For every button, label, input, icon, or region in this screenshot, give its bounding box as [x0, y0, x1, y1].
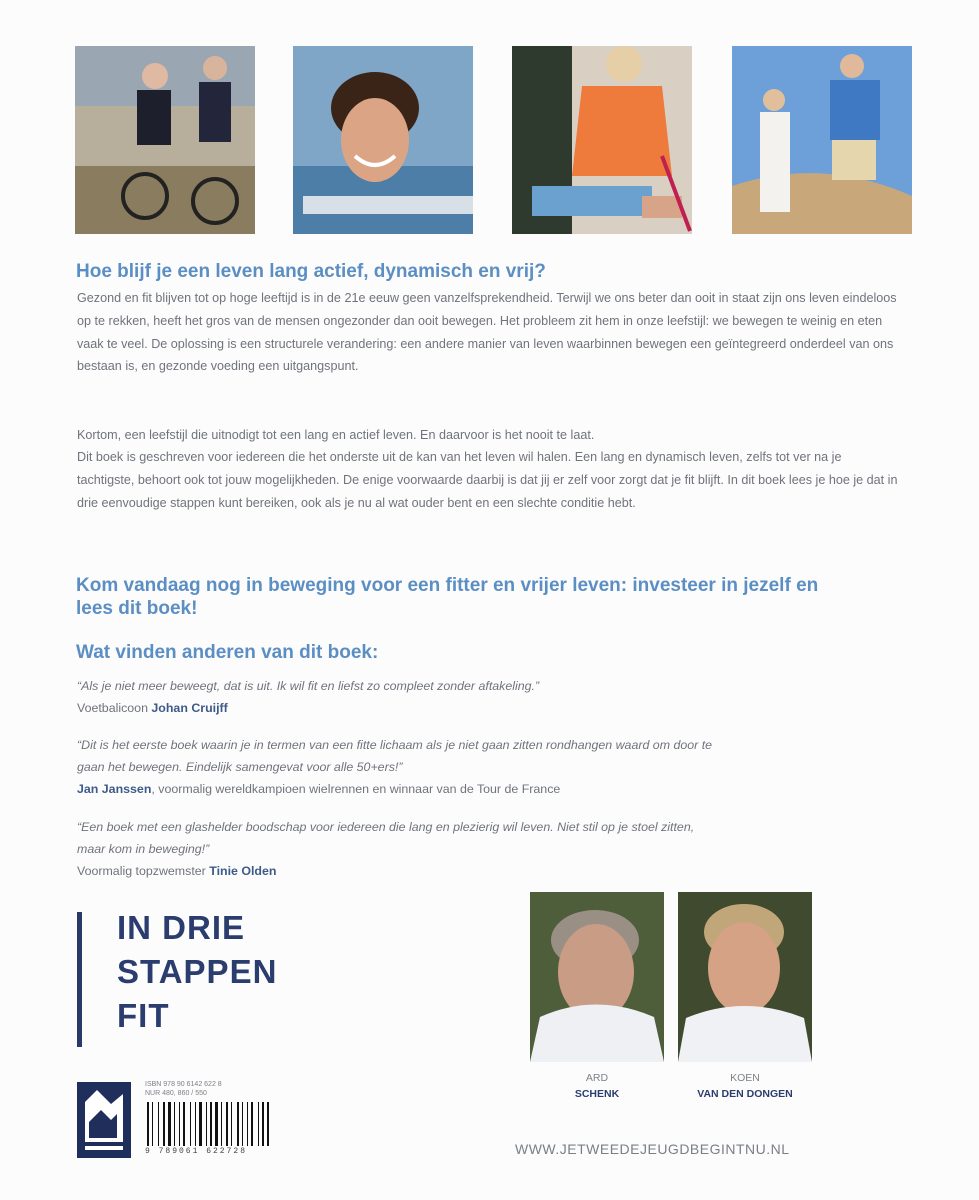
photo-swimmer — [293, 46, 473, 234]
book-title-line-2: STAPPEN — [117, 953, 278, 990]
title-accent-bar — [77, 912, 82, 1047]
barcode — [145, 1102, 300, 1146]
isbn-line: ISBN 978 90 6142 622 8 — [145, 1081, 222, 1088]
barcode-number: 9 789061 622728 — [145, 1147, 248, 1156]
review-quote: “Als je niet meer beweegt, dat is uit. Ik wil fit en liefst zo compleet zonder aftakeling.” — [77, 679, 540, 693]
review-quote: “Een boek met een glashelder boodschap voor iedereen die lang en plezierig wil leven. Niet stil op je stoel zitten, maar kom in beweging!” — [77, 820, 695, 856]
publisher-logo — [77, 1082, 131, 1158]
author-photo-1 — [530, 892, 664, 1062]
review-author-line — [77, 860, 717, 882]
review-author-line — [77, 778, 717, 800]
review-3 — [77, 816, 717, 882]
photo-cyclists — [75, 46, 255, 234]
intro-paragraph-3: Dit boek is geschreven voor iedereen die het onderste uit de kan van het leven wil halen. Een lang en dynamisch leven, zelfs tot ver na je tachtigste, behoort ook tot jouw mogelijkheden. De enige voorwaarde daarbij is dat jij er zelf voor zorgt dat je fit blijft. In dit boek lees je hoe je dat in drie eenvoudige stappen kunt bereiken, ook als je nu al wat ouder bent en een slechte conditie hebt. — [77, 450, 898, 510]
author-first-name: ARD — [585, 1072, 609, 1084]
website-url: WWW.JETWEEDEJEUGDBEGINTNU.NL — [515, 1141, 790, 1157]
intro-paragraph-1: Gezond en fit blijven tot op hoge leeftijd is in de 21e eeuw geen vanzelfsprekendheid. Terwijl we ons beter dan ooit in staat zijn ons leven eindeloos op te rekken, heeft het gros van de mensen ongezonder dan ooit bewegen. Het probleem zit hem in onze leefstijl: we bewegen te weinig en eten vaak te veel. De oplossing is een structurele verandering: een andere manier van leven waarbinnen bewegen een geïntegreerd onderdeel van ons bestaan is, en gezonde voeding een uitgangspunt. — [77, 291, 897, 374]
author-photo-2 — [678, 892, 812, 1062]
author-last-name: VAN DEN DONGEN — [697, 1088, 793, 1100]
review-author-prefix: Voetbalicoon — [77, 701, 152, 715]
review-author-line — [77, 697, 717, 719]
intro-paragraph-2: Kortom, een leefstijl die uitnodigt tot een lang en actief leven. En daarvoor is het nooit te laat. — [77, 428, 595, 442]
main-heading: Hoe blijf je een leven lang actief, dynamisch en vrij? — [76, 261, 546, 282]
review-author: Johan Cruijff — [151, 701, 228, 715]
author-name-1 — [530, 1070, 664, 1102]
photo-couple-dunes — [732, 46, 912, 234]
photo-nordic-walker — [512, 46, 692, 234]
author-last-name: SCHENK — [574, 1088, 620, 1100]
review-quote: “Dit is het eerste boek waarin je in termen van een fitte lichaam als je niet gaan zitten rondhangen waard om door te gaan het bewegen. Eindelijk samengevat voor alle 50+ers!” — [77, 738, 713, 774]
review-author: Jan Janssen — [77, 782, 152, 796]
book-title-line-3: FIT — [117, 997, 170, 1034]
review-author-prefix: Voormalig topzwemster — [77, 864, 210, 878]
author-name-2 — [678, 1070, 812, 1102]
call-to-action-heading: Kom vandaag nog in beweging voor een fitter en vrijer leven: investeer in jezelf en lees dit boek! — [76, 575, 819, 619]
review-author-suffix: , voormalig wereldkampioen wielrennen en winnaar van de Tour de France — [151, 782, 561, 796]
isbn-line: NUR 480, 860 / 550 — [145, 1090, 207, 1097]
review-2 — [77, 734, 717, 800]
reviews-heading: Wat vinden anderen van dit boek: — [76, 642, 379, 663]
review-1 — [77, 675, 717, 719]
review-author: Tinie Olden — [209, 864, 277, 878]
isbn-block — [145, 1080, 305, 1156]
author-first-name: KOEN — [730, 1072, 760, 1084]
book-title-line-1: IN DRIE — [117, 909, 246, 946]
book-title — [117, 906, 277, 1038]
isbn-lines — [145, 1080, 305, 1098]
